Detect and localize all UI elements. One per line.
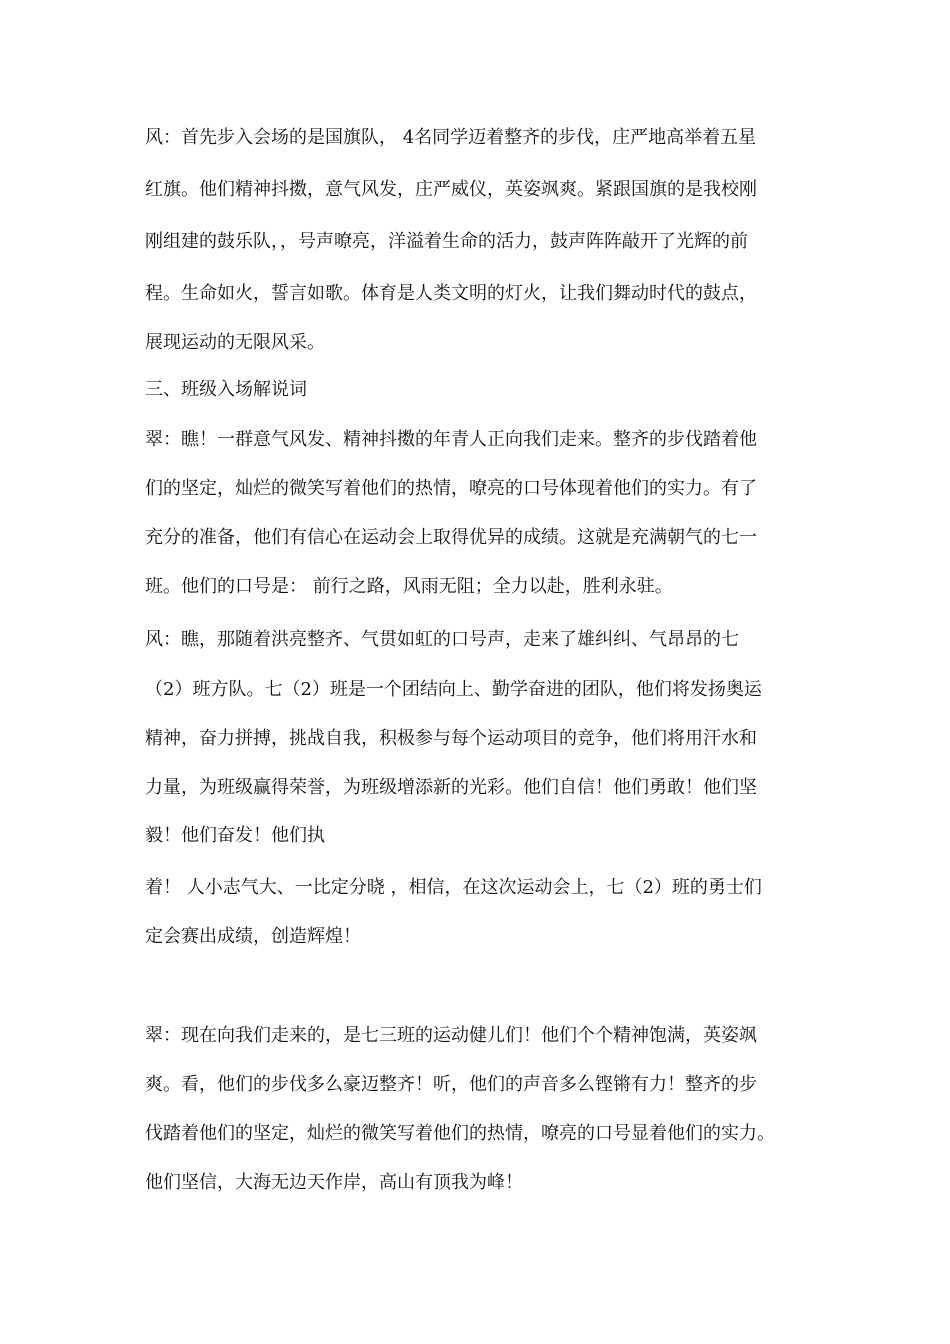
paragraph-line-8: 们的坚定，灿烂的微笑写着他们的热情，嘹亮的口号体现着他们的实力。有了 bbox=[145, 478, 757, 499]
paragraph-line-12: （2）班方队。七（2）班是一个团结向上、勤学奋进的团队，他们将发扬奥运 bbox=[145, 679, 762, 700]
paragraph-line-21: 他们坚信，大海无边天作岸，高山有顶我为峰！ bbox=[145, 1172, 523, 1193]
paragraph-line-13: 精神，奋力拼搏，挑战自我，积极参与每个运动项目的竞争，他们将用汗水和 bbox=[145, 728, 757, 749]
paragraph-line-2: 红旗。他们精神抖擞，意气风发，庄严威仪，英姿飒爽。紧跟国旗的是我校刚 bbox=[145, 179, 757, 200]
paragraph-line-9: 充分的准备，他们有信心在运动会上取得优异的成绩。这就是充满朝气的七一 bbox=[145, 527, 757, 548]
section-heading: 三、班级入场解说词 bbox=[145, 379, 307, 400]
paragraph-line-4: 程。生命如火，誓言如歌。体育是人类文明的灯火，让我们舞动时代的鼓点， bbox=[145, 283, 757, 304]
paragraph-line-19: 爽。看，他们的步伐多么豪迈整齐！听，他们的声音多么铿锵有力！整齐的步 bbox=[145, 1074, 757, 1095]
paragraph-line-16: 着！ 人小志气大、一比定分晓 ，相信，在这次运动会上，七（2）班的勇士们 bbox=[145, 877, 762, 898]
paragraph-line-10: 班。他们的口号是： 前行之路，风雨无阻；全力以赴，胜利永驻。 bbox=[145, 576, 673, 597]
paragraph-line-20: 伐踏着他们的坚定，灿烂的微笑写着他们的热情，嘹亮的口号显着他们的实力。 bbox=[145, 1123, 775, 1144]
paragraph-line-18: 翠：现在向我们走来的，是七三班的运动健儿们！他们个个精神饱满，英姿飒 bbox=[145, 1025, 757, 1046]
paragraph-line-1: 风：首先步入会场的是国旗队， 4名同学迈着整齐的步伐，庄严地高举着五星 bbox=[145, 127, 757, 148]
paragraph-line-3: 刚组建的鼓乐队，，号声嘹亮，洋溢着生命的活力，鼓声阵阵敲开了光辉的前 bbox=[145, 231, 748, 252]
paragraph-line-17: 定会赛出成绩，创造辉煌！ bbox=[145, 926, 361, 947]
paragraph-line-11: 风：瞧，那随着洪亮整齐、气贯如虹的口号声，走来了雄纠纠、气昂昂的七 bbox=[145, 629, 739, 650]
paragraph-line-15: 毅！他们奋发！他们执 bbox=[145, 825, 325, 846]
paragraph-line-7: 翠：瞧！一群意气风发、精神抖擞的年青人正向我们走来。整齐的步伐踏着他 bbox=[145, 429, 757, 450]
paragraph-line-14: 力量，为班级赢得荣誉，为班级增添新的光彩。他们自信！他们勇敢！他们坚 bbox=[145, 777, 757, 798]
paragraph-line-5: 展现运动的无限风采。 bbox=[145, 332, 325, 353]
